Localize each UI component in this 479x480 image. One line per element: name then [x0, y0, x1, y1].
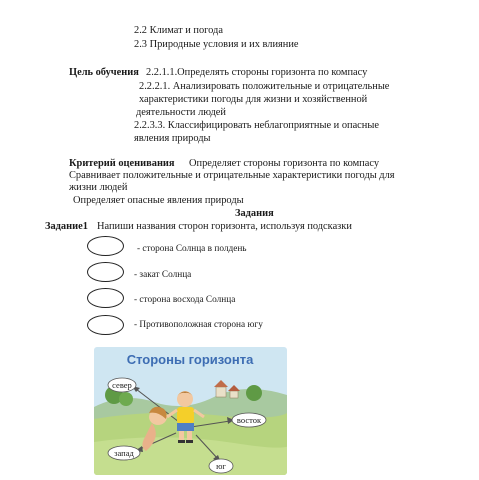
goal-3-line1: 2.2.3.3. Классифицировать неблагоприятные и опасные — [134, 120, 379, 131]
south-text: юг — [216, 461, 226, 471]
hint-2: - закат Солнца — [134, 270, 192, 280]
illustration-svg — [94, 347, 287, 475]
hint-1: - сторона Солнца в полдень — [137, 244, 247, 254]
criterion-2-line1: Сравнивает положительные и отрицательные характеристики погоды для — [69, 170, 395, 181]
north-text: север — [112, 380, 132, 390]
boy-shoe-left — [178, 440, 185, 443]
tasks-heading: Задания — [235, 208, 274, 219]
goal-3-line2: явления природы — [134, 133, 211, 144]
goal-2-line1: 2.2.2.1. Анализировать положительные и отрицательные — [139, 81, 390, 92]
goals-label: Цель обучения — [69, 67, 139, 78]
criteria-label: Критерий оценивания — [69, 158, 175, 169]
answer-oval-4[interactable] — [87, 315, 124, 335]
hint-4: - Противоположная сторона югу — [134, 320, 263, 330]
criterion-1: Определяет стороны горизонта по компасу — [189, 158, 380, 169]
tree-shape-3 — [246, 385, 262, 401]
criterion-3: Определяет опасные явления природы — [73, 195, 244, 206]
label-north — [108, 378, 136, 392]
criterion-2-line2: жизни людей — [69, 182, 128, 193]
boy-leg-left — [179, 431, 184, 441]
east-text: восток — [236, 415, 262, 425]
tree-shape-2 — [119, 392, 133, 406]
cardinal-directions-illustration — [94, 347, 287, 475]
house-shape — [216, 387, 226, 397]
goal-2-line3: деятельности людей — [136, 107, 226, 118]
boy-head — [177, 391, 193, 407]
illustration-title: Стороны горизонта — [126, 352, 254, 367]
boy-leg-right — [187, 431, 192, 441]
west-text: запад — [114, 448, 134, 458]
boy-shorts — [177, 423, 194, 431]
label-south — [209, 459, 233, 473]
hint-3: - сторона восхода Солнца — [134, 295, 236, 305]
house-shape-2 — [230, 391, 238, 398]
answer-oval-2[interactable] — [87, 262, 124, 282]
topic-2-3: 2.3 Природные условия и их влияние — [134, 39, 299, 50]
task1-label: Задание1 — [45, 221, 88, 232]
answer-oval-3[interactable] — [87, 288, 124, 308]
task1-text: Напиши названия сторон горизонта, используя подсказки — [97, 221, 352, 232]
boy-shirt — [177, 407, 194, 424]
boy-shoe-right — [186, 440, 193, 443]
label-east — [232, 413, 266, 427]
label-west — [108, 446, 140, 460]
goal-2-line2: характеристики погоды для жизни и хозяйственной — [139, 94, 368, 105]
goal-1: 2.2.1.1.Определять стороны горизонта по компасу — [146, 67, 368, 78]
answer-oval-1[interactable] — [87, 236, 124, 256]
topic-2-2: 2.2 Климат и погода — [134, 25, 223, 36]
